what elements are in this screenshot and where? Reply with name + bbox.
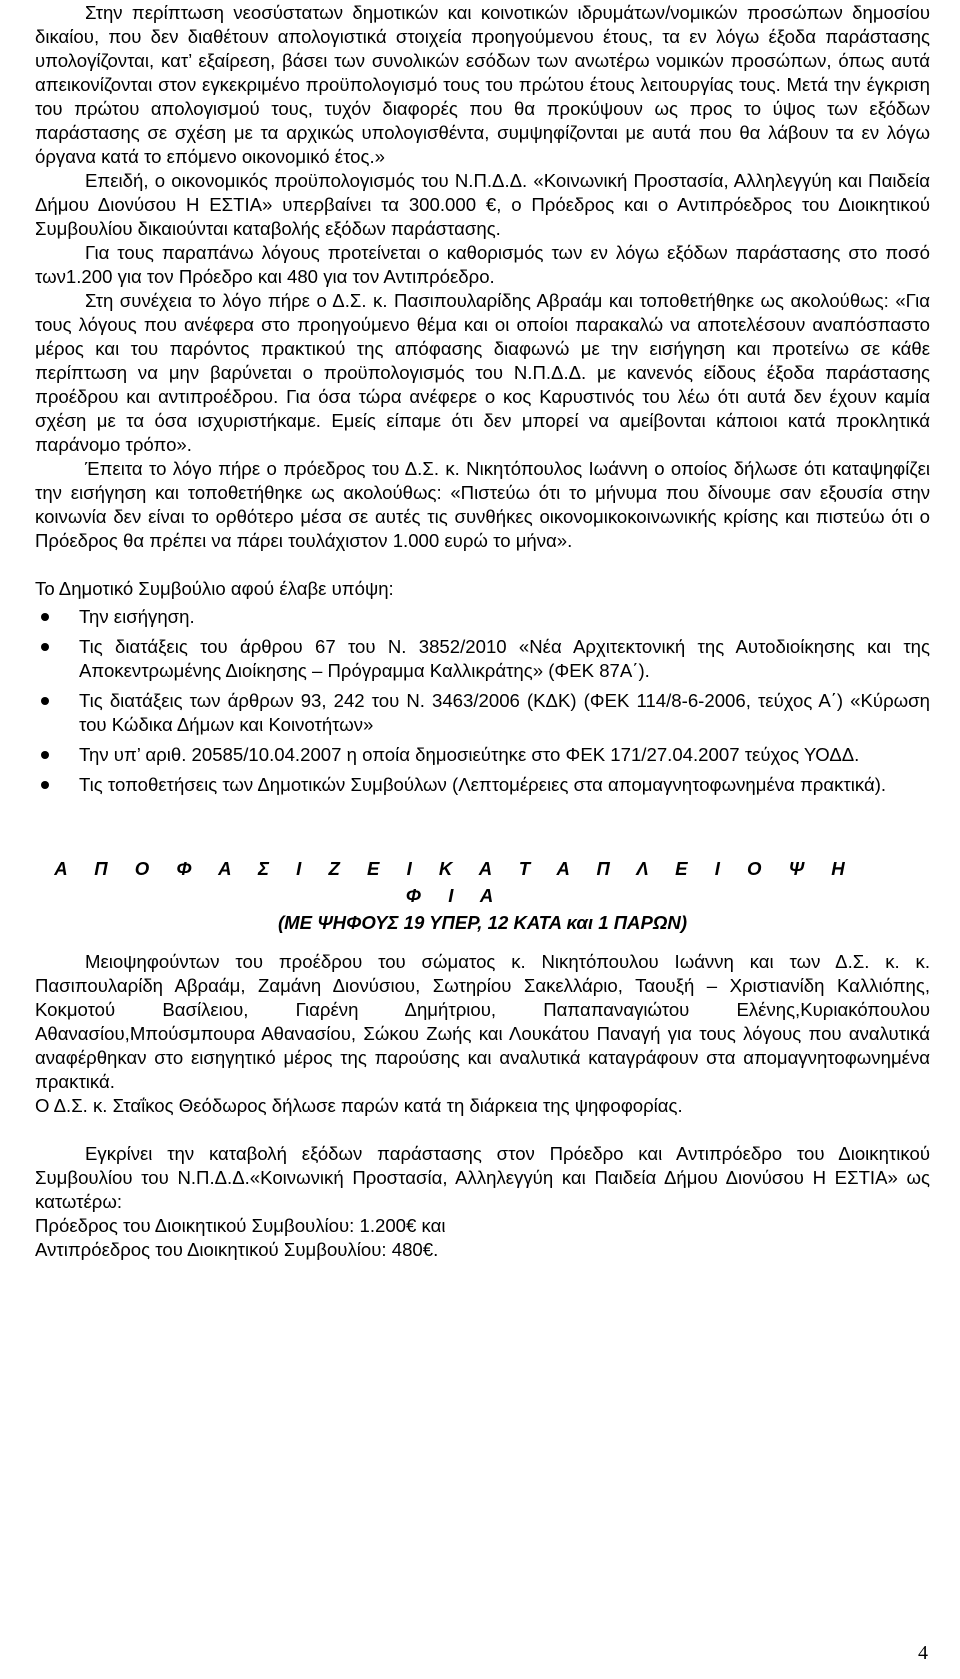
council-considerations-intro: Το Δημοτικό Συμβούλιο αφού έλαβε υπόψη: xyxy=(35,578,394,599)
considerations-list xyxy=(35,605,930,797)
spacer xyxy=(35,936,930,950)
paragraph-proposal: Για τους παραπάνω λόγους προτείνεται ο καθορισμός των εν λόγω εξόδων παράστασης στο ποσό των1.200 για τον Πρόεδρο και 480 για τον Αντιπρόεδρο. xyxy=(35,242,930,287)
document-page xyxy=(35,1,930,1262)
decision-heading xyxy=(35,855,930,936)
page-number: 4 xyxy=(918,1642,928,1664)
spacer xyxy=(35,553,930,577)
spacer xyxy=(35,1118,930,1142)
list-item xyxy=(79,635,930,683)
paragraph-budget-threshold: Επειδή, ο οικονομικός προϋπολογισμός του Ν.Π.Δ.Δ. «Κοινωνική Προστασία, Αλληλεγγύη και Παιδεία Δήμου Διονύσου Η ΕΣΤΙΑ» υπερβαίνει τα 300.000 €, ο Πρόεδρος και ο Αντιπρόεδρος του Διοικητικού Συμβουλίου δικαιούνται καταβολής εξόδων παράστασης. xyxy=(35,170,930,239)
paragraph-nikitopoulos-statement: Έπειτα το λόγο πήρε ο πρόεδρος του Δ.Σ. κ. Νικητόπουλος Ιωάννη ο οποίος δήλωσε ότι καταψηφίζει την εισήγηση και τοποθετήθηκε ως ακολούθως: «Πιστεύω ότι το μήνυμα που δίνουμε σαν εξουσία στην κοινωνία δεν είναι το ορθότερο μέσα σε αυτές τις συνθήκες οικονομικοκοινωνικής κρίσης και πιστεύω ότι ο Πρόεδρος θα πρέπει να πάρει τουλάχιστον 1.000 ευρώ το μήνα». xyxy=(35,458,930,551)
list-item-text: Την υπ’ αριθ. 20585/10.04.2007 η οποία δημοσιεύτηκε στο ΦΕΚ 171/27.04.2007 τεύχος ΥΟΔΔ. xyxy=(79,744,860,765)
paragraph-approval: Εγκρίνει την καταβολή εξόδων παράστασης στον Πρόεδρο και Αντιπρόεδρο του Διοικητικού Συμβουλίου του Ν.Π.Δ.Δ.«Κοινωνική Προστασία, Αλληλεγγύη και Παιδεία Δήμου Διονύσου Η ΕΣΤΙΑ» ως κατωτέρω: xyxy=(35,1143,930,1212)
bullet-icon xyxy=(41,613,49,621)
list-item xyxy=(79,689,930,737)
bullet-icon xyxy=(41,697,49,705)
list-item xyxy=(79,743,930,767)
list-item-text: Τις τοποθετήσεις των Δημοτικών Συμβούλων (Λεπτομέρειες στα απομαγνητοφωνημένα πρακτικά). xyxy=(79,774,887,795)
bullet-icon xyxy=(41,781,49,789)
list-item-text: Τις διατάξεις του άρθρου 67 του Ν. 3852/2010 «Νέα Αρχιτεκτονική της Αυτοδιοίκησης και της Αποκεντρωμένης Διοίκησης – Πρόγραμμα Καλλικράτης» (ΦΕΚ 87Α΄). xyxy=(79,636,930,681)
decision-title: Α Π Ο Φ Α Σ Ι Ζ Ε Ι Κ Α Τ Α Π Λ Ε Ι Ο Ψ Η Φ Ι Α xyxy=(54,858,851,906)
paragraph-abstention: Ο Δ.Σ. κ. Σταΐκος Θεόδωρος δήλωσε παρών κατά τη διάρκεια της ψηφοφορίας. xyxy=(35,1095,683,1116)
bullet-icon xyxy=(41,643,49,651)
bullet-icon xyxy=(41,751,49,759)
decision-votes: (ΜΕ ΨΗΦΟΥΣ 19 ΥΠΕΡ, 12 ΚΑΤΑ και 1 ΠΑΡΩΝ) xyxy=(277,912,688,933)
list-item-text: Την εισήγηση. xyxy=(79,606,195,627)
list-item xyxy=(79,773,930,797)
amount-president: Πρόεδρος του Διοικητικού Συμβουλίου: 1.200€ και xyxy=(35,1215,446,1236)
amount-vice-president: Αντιπρόεδρος του Διοικητικού Συμβουλίου: 480€. xyxy=(35,1239,439,1260)
spacer xyxy=(35,803,930,855)
paragraph-legal-provision: Στην περίπτωση νεοσύστατων δημοτικών και κοινοτικών ιδρυμάτων/νομικών προσώπων δημοσίου δικαίου, που δεν διαθέτουν απολογιστικά στοιχεία προηγούμενου έτους, τα εν λόγω έξοδα παράστασης υπολογίζονται, κατ’ εξαίρεση, βάσει των συνολικών εσόδων των ανωτέρω νομικών προσώπων, όπως αυτά απεικονίζονται στον εγκεκριμένο προϋπολογισμό τους του πρώτου έτους λειτουργίας τους. Μετά την έγκριση του πρώτου απολογισμού τους, τυχόν διαφορές που θα προκύψουν ως προς το ύψος των εξόδων παράστασης σε σχέση με τα αρχικώς υπολογισθέντα, συμψηφίζονται με αυτά που θα λάβουν τα εν λόγω όργανα κατά το επόμενο οικονομικό έτος.» xyxy=(35,2,930,167)
list-item xyxy=(79,605,930,629)
paragraph-minority-votes: Μειοψηφούντων του προέδρου του σώματος κ. Νικητόπουλου Ιωάννη και των Δ.Σ. κ. κ. Πασιπουλαρίδη Αβραάμ, Ζαμάνη Διονύσιου, Σωτηρίου Σακελλάριο, Ταουξή – Χριστιανίδη Καλλιόπης, Κοκμοτού Βασίλειου, Γιαρένη Δημήτριου, Παπαπαναγιώτου Ελένης,Κυριακόπουλου Αθανασίου,Μπούσμπουρα Αθανασίου, Σώκου Ζωής και Λουκάτου Παναγή για τους λόγους που αναλυτικά αναφέρθηκαν στο εισηγητικό μέρος της παρούσης και αναλυτικά καταγράφουν στα απομαγνητοφωνημένα πρακτικά. xyxy=(35,951,930,1092)
list-item-text: Τις διατάξεις των άρθρων 93, 242 του Ν. 3463/2006 (ΚΔΚ) (ΦΕΚ 114/8-6-2006, τεύχος Α΄) «Κύρωση του Κώδικα Δήμων και Κοινοτήτων» xyxy=(79,690,930,735)
paragraph-pasipoularidis-statement: Στη συνέχεια το λόγο πήρε ο Δ.Σ. κ. Πασιπουλαρίδης Αβραάμ και τοποθετήθηκε ως ακολούθως: «Για τους λόγους που ανέφερα στο προηγούμενο θέμα και οι οποίοι παρακαλώ να αποτελέσουν αναπόσπαστο μέρος και του παρόντος πρακτικού της απόφασης διαφωνώ με την εισήγηση και προτείνω σε κάθε περίπτωση να μην βαρύνεται ο προϋπολογισμός του Ν.Π.Δ.Δ. με κανενός είδους έξοδα παράστασης προέδρου και αντιπροέδρου. Για όσα τώρα ανέφερε ο κος Καρυστινός του λέω ότι αυτά δεν έχουν καμία σχέση με τα όσα ισχυριστήκαμε. Εμείς είπαμε ότι δεν μπορεί να αμείβονται κάποιοι κατά προκλητικά παράνομο τρόπο». xyxy=(35,290,930,455)
